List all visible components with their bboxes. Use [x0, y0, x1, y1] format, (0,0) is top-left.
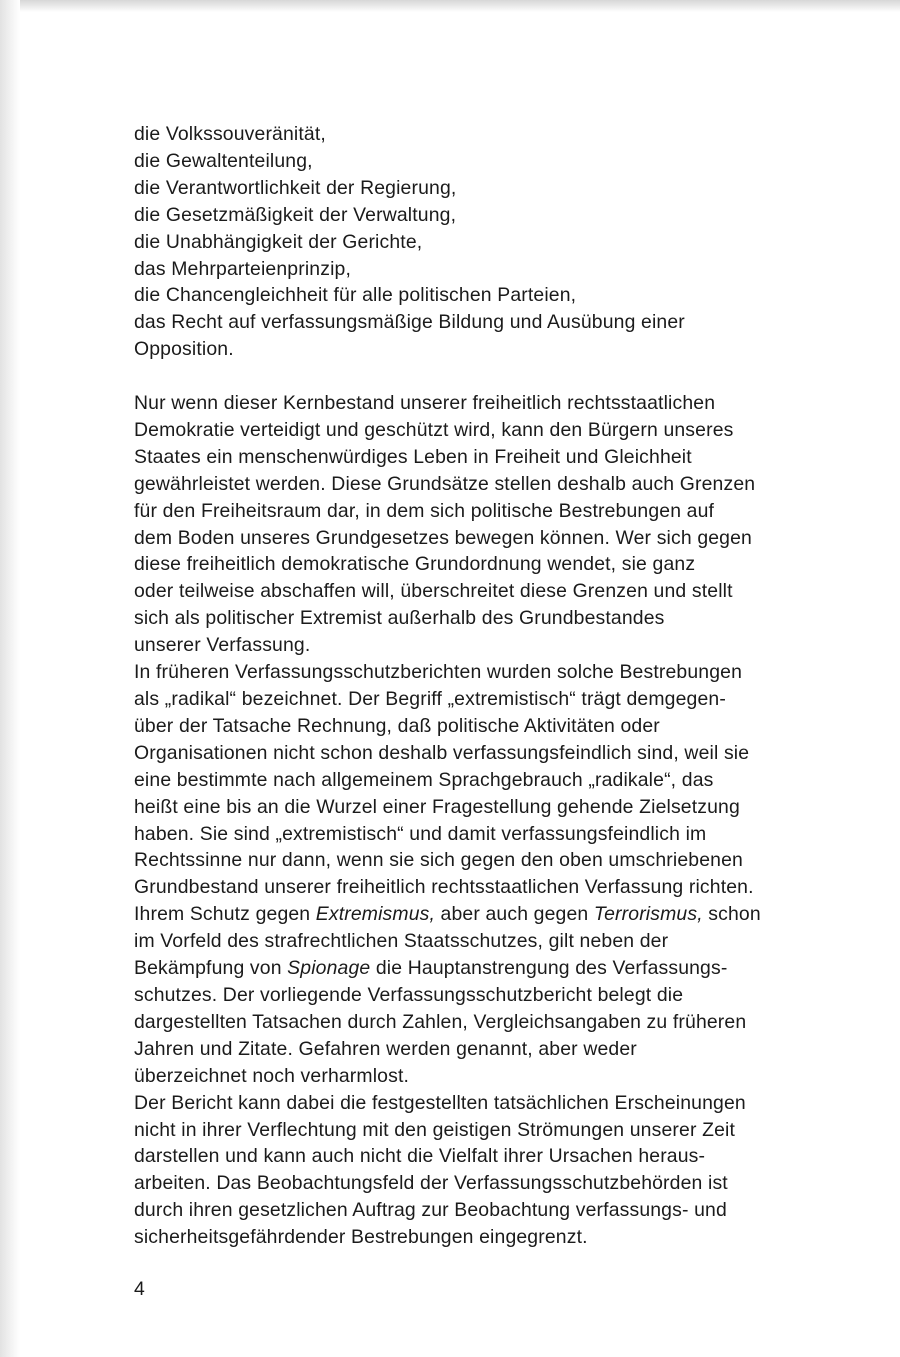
text-line: heißt eine bis an die Wurzel einer Fragestellung gehende Zielsetzung	[134, 795, 740, 818]
page-number: 4	[134, 1278, 145, 1300]
text-line: haben. Sie sind „extremistisch“ und damit verfassungsfeindlich im	[134, 822, 707, 845]
text-line: eine bestimmte nach allgemeinem Sprachgebrauch „radikale“, das	[134, 768, 714, 791]
text-line: über der Tatsache Rechnung, daß politische Aktivitäten oder	[134, 714, 660, 737]
text-line: oder teilweise abschaffen will, überschreitet diese Grenzen und stellt	[134, 580, 733, 603]
text-line: Jahren und Zitate. Gefahren werden genannt, aber weder	[134, 1037, 637, 1060]
text-line: unserer Verfassung.	[134, 634, 311, 657]
scan-edge-top	[0, 0, 900, 12]
paragraph-extremism-definition	[134, 659, 834, 1090]
text-line: arbeiten. Das Beobachtungsfeld der Verfassungsschutzbehörden ist	[134, 1172, 728, 1195]
text-line: Demokratie verteidigt und geschützt wird, kann den Bürgern unseres	[134, 418, 734, 441]
paragraph-gap	[134, 363, 834, 390]
list-item: die Unabhängigkeit der Gerichte,	[134, 230, 423, 253]
text-run: schon	[702, 903, 761, 926]
list-item: das Recht auf verfassungsmäßige Bildung und Ausübung einer	[134, 311, 685, 334]
list-item: Opposition.	[134, 338, 234, 361]
paragraph-core-values	[134, 390, 834, 659]
text-line: als „radikal“ bezeichnet. Der Begriff „extremistisch“ trägt demgegen-	[134, 688, 726, 711]
text-line: sich als politischer Extremist außerhalb des Grundbestandes	[134, 607, 665, 630]
text-line: gewährleistet werden. Diese Grundsätze stellen deshalb auch Grenzen	[134, 472, 756, 495]
text-line	[134, 955, 834, 982]
text-line: nicht in ihrer Verflechtung mit den geistigen Strömungen unserer Zeit	[134, 1118, 736, 1141]
text-run: aber auch gegen	[435, 903, 594, 926]
page-body	[134, 121, 834, 1251]
text-line: In früheren Verfassungsschutzberichten wurden solche Bestrebungen	[134, 661, 742, 684]
text-line: für den Freiheitsraum dar, in dem sich politische Bestrebungen auf	[134, 499, 715, 522]
text-line: Organisationen nicht schon deshalb verfassungsfeindlich sind, weil sie	[134, 741, 750, 764]
text-line: im Vorfeld des strafrechtlichen Staatsschutzes, gilt neben der	[134, 930, 669, 953]
text-run: Ihrem Schutz gegen	[134, 903, 316, 926]
text-line: darstellen und kann auch nicht die Vielfalt ihrer Ursachen heraus-	[134, 1145, 706, 1168]
text-line: dem Boden unseres Grundgesetzes bewegen können. Wer sich gegen	[134, 526, 752, 549]
text-line: überzeichnet noch verharmlost.	[134, 1064, 410, 1087]
emphasis-text: Extremismus,	[315, 903, 436, 926]
text-line: durch ihren gesetzlichen Auftrag zur Beobachtung verfassungs- und	[134, 1199, 727, 1222]
list-item: das Mehrparteienprinzip,	[134, 257, 352, 280]
text-line: Nur wenn dieser Kernbestand unserer freiheitlich rechtsstaatlichen	[134, 392, 716, 415]
list-item: die Chancengleichheit für alle politischen Parteien,	[134, 284, 577, 307]
text-line: diese freiheitlich demokratische Grundordnung wendet, sie ganz	[134, 553, 696, 576]
list-item: die Gesetzmäßigkeit der Verwaltung,	[134, 203, 457, 226]
principles-list	[134, 121, 834, 363]
list-item: die Gewaltenteilung,	[134, 149, 313, 172]
emphasis-text: Spionage	[287, 957, 371, 980]
emphasis-text: Terrorismus,	[593, 903, 703, 926]
text-line: Staates ein menschenwürdiges Leben in Freiheit und Gleichheit	[134, 445, 692, 468]
text-line: Der Bericht kann dabei die festgestellten tatsächlichen Erscheinungen	[134, 1091, 746, 1114]
list-item: die Volkssouveränität,	[134, 123, 326, 145]
text-run: Bekämpfung von	[134, 957, 288, 980]
text-line	[134, 901, 834, 928]
list-item: die Verantwortlichkeit der Regierung,	[134, 176, 457, 199]
text-line: Grundbestand unserer freiheitlich rechtsstaatlichen Verfassung richten.	[134, 876, 754, 899]
text-line: sicherheitsgefährdender Bestrebungen eingegrenzt.	[134, 1226, 588, 1249]
paragraph-report-scope	[134, 1090, 834, 1251]
text-run: die Hauptanstrengung des Verfassungs-	[370, 957, 728, 980]
text-line: Rechtssinne nur dann, wenn sie sich gegen den oben umschriebenen	[134, 849, 743, 872]
text-line: schutzes. Der vorliegende Verfassungsschutzbericht belegt die	[134, 983, 684, 1006]
text-line: dargestellten Tatsachen durch Zahlen, Vergleichsangaben zu früheren	[134, 1010, 747, 1033]
scan-edge-left	[0, 0, 20, 1357]
